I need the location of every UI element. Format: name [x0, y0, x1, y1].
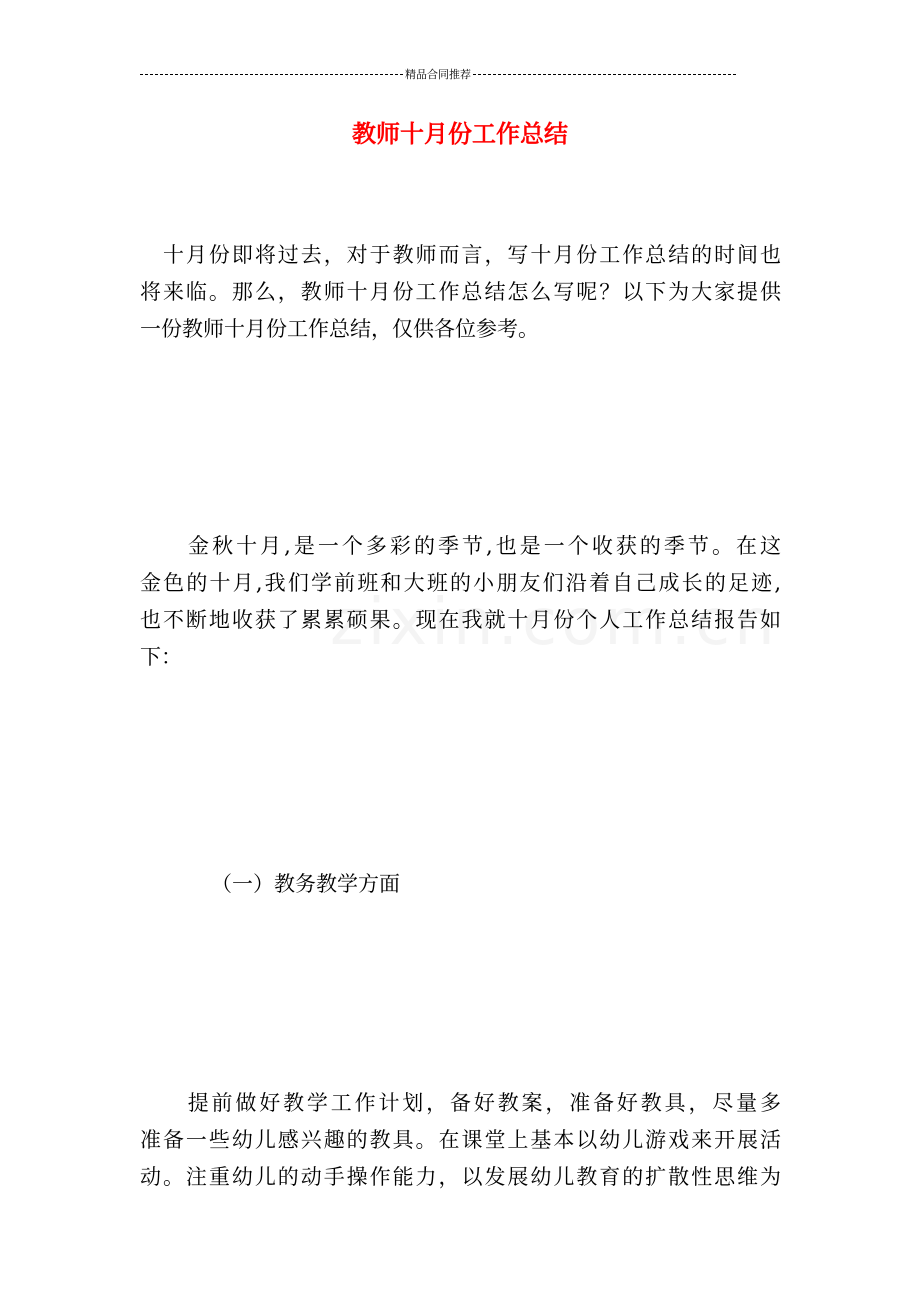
paragraph-line: 金秋十月,是一个多彩的季节,也是一个收获的季节。在这	[140, 534, 781, 558]
document-title: 教师十月份工作总结	[352, 120, 568, 148]
page-header	[140, 66, 736, 82]
paragraph-line: 一份教师十月份工作总结，仅供各位参考。	[140, 317, 539, 341]
paragraph-line: 将来临。那么，教师十月份工作总结怎么写呢？以下为大家提供	[140, 280, 781, 304]
opening-paragraph	[140, 528, 781, 676]
paragraph-line: 动。注重幼儿的动手操作能力，以发展幼儿教育的扩散性思维为	[140, 1165, 781, 1189]
paragraph-line: 提前做好教学工作计划，备好教案，准备好教具，尽量多	[140, 1091, 781, 1115]
header-dash-right	[473, 74, 736, 75]
header-label: 精品合同推荐	[405, 68, 471, 81]
paragraph-line: 十月份即将过去，对于教师而言，写十月份工作总结的时间也	[140, 243, 781, 267]
section-heading: （一）教务教学方面	[211, 872, 400, 896]
teaching-paragraph	[140, 1085, 781, 1196]
paragraph-line: 下：	[140, 645, 182, 669]
paragraph-line: 金色的十月,我们学前班和大班的小朋友们沿着自己成长的足迹,	[140, 571, 781, 595]
header-dash-left	[140, 74, 403, 75]
intro-paragraph	[140, 237, 781, 348]
paragraph-line: 准备一些幼儿感兴趣的教具。在课堂上基本以幼儿游戏来开展活	[140, 1128, 781, 1152]
paragraph-line: 也不断地收获了累累硕果。现在我就十月份个人工作总结报告如	[140, 608, 781, 632]
